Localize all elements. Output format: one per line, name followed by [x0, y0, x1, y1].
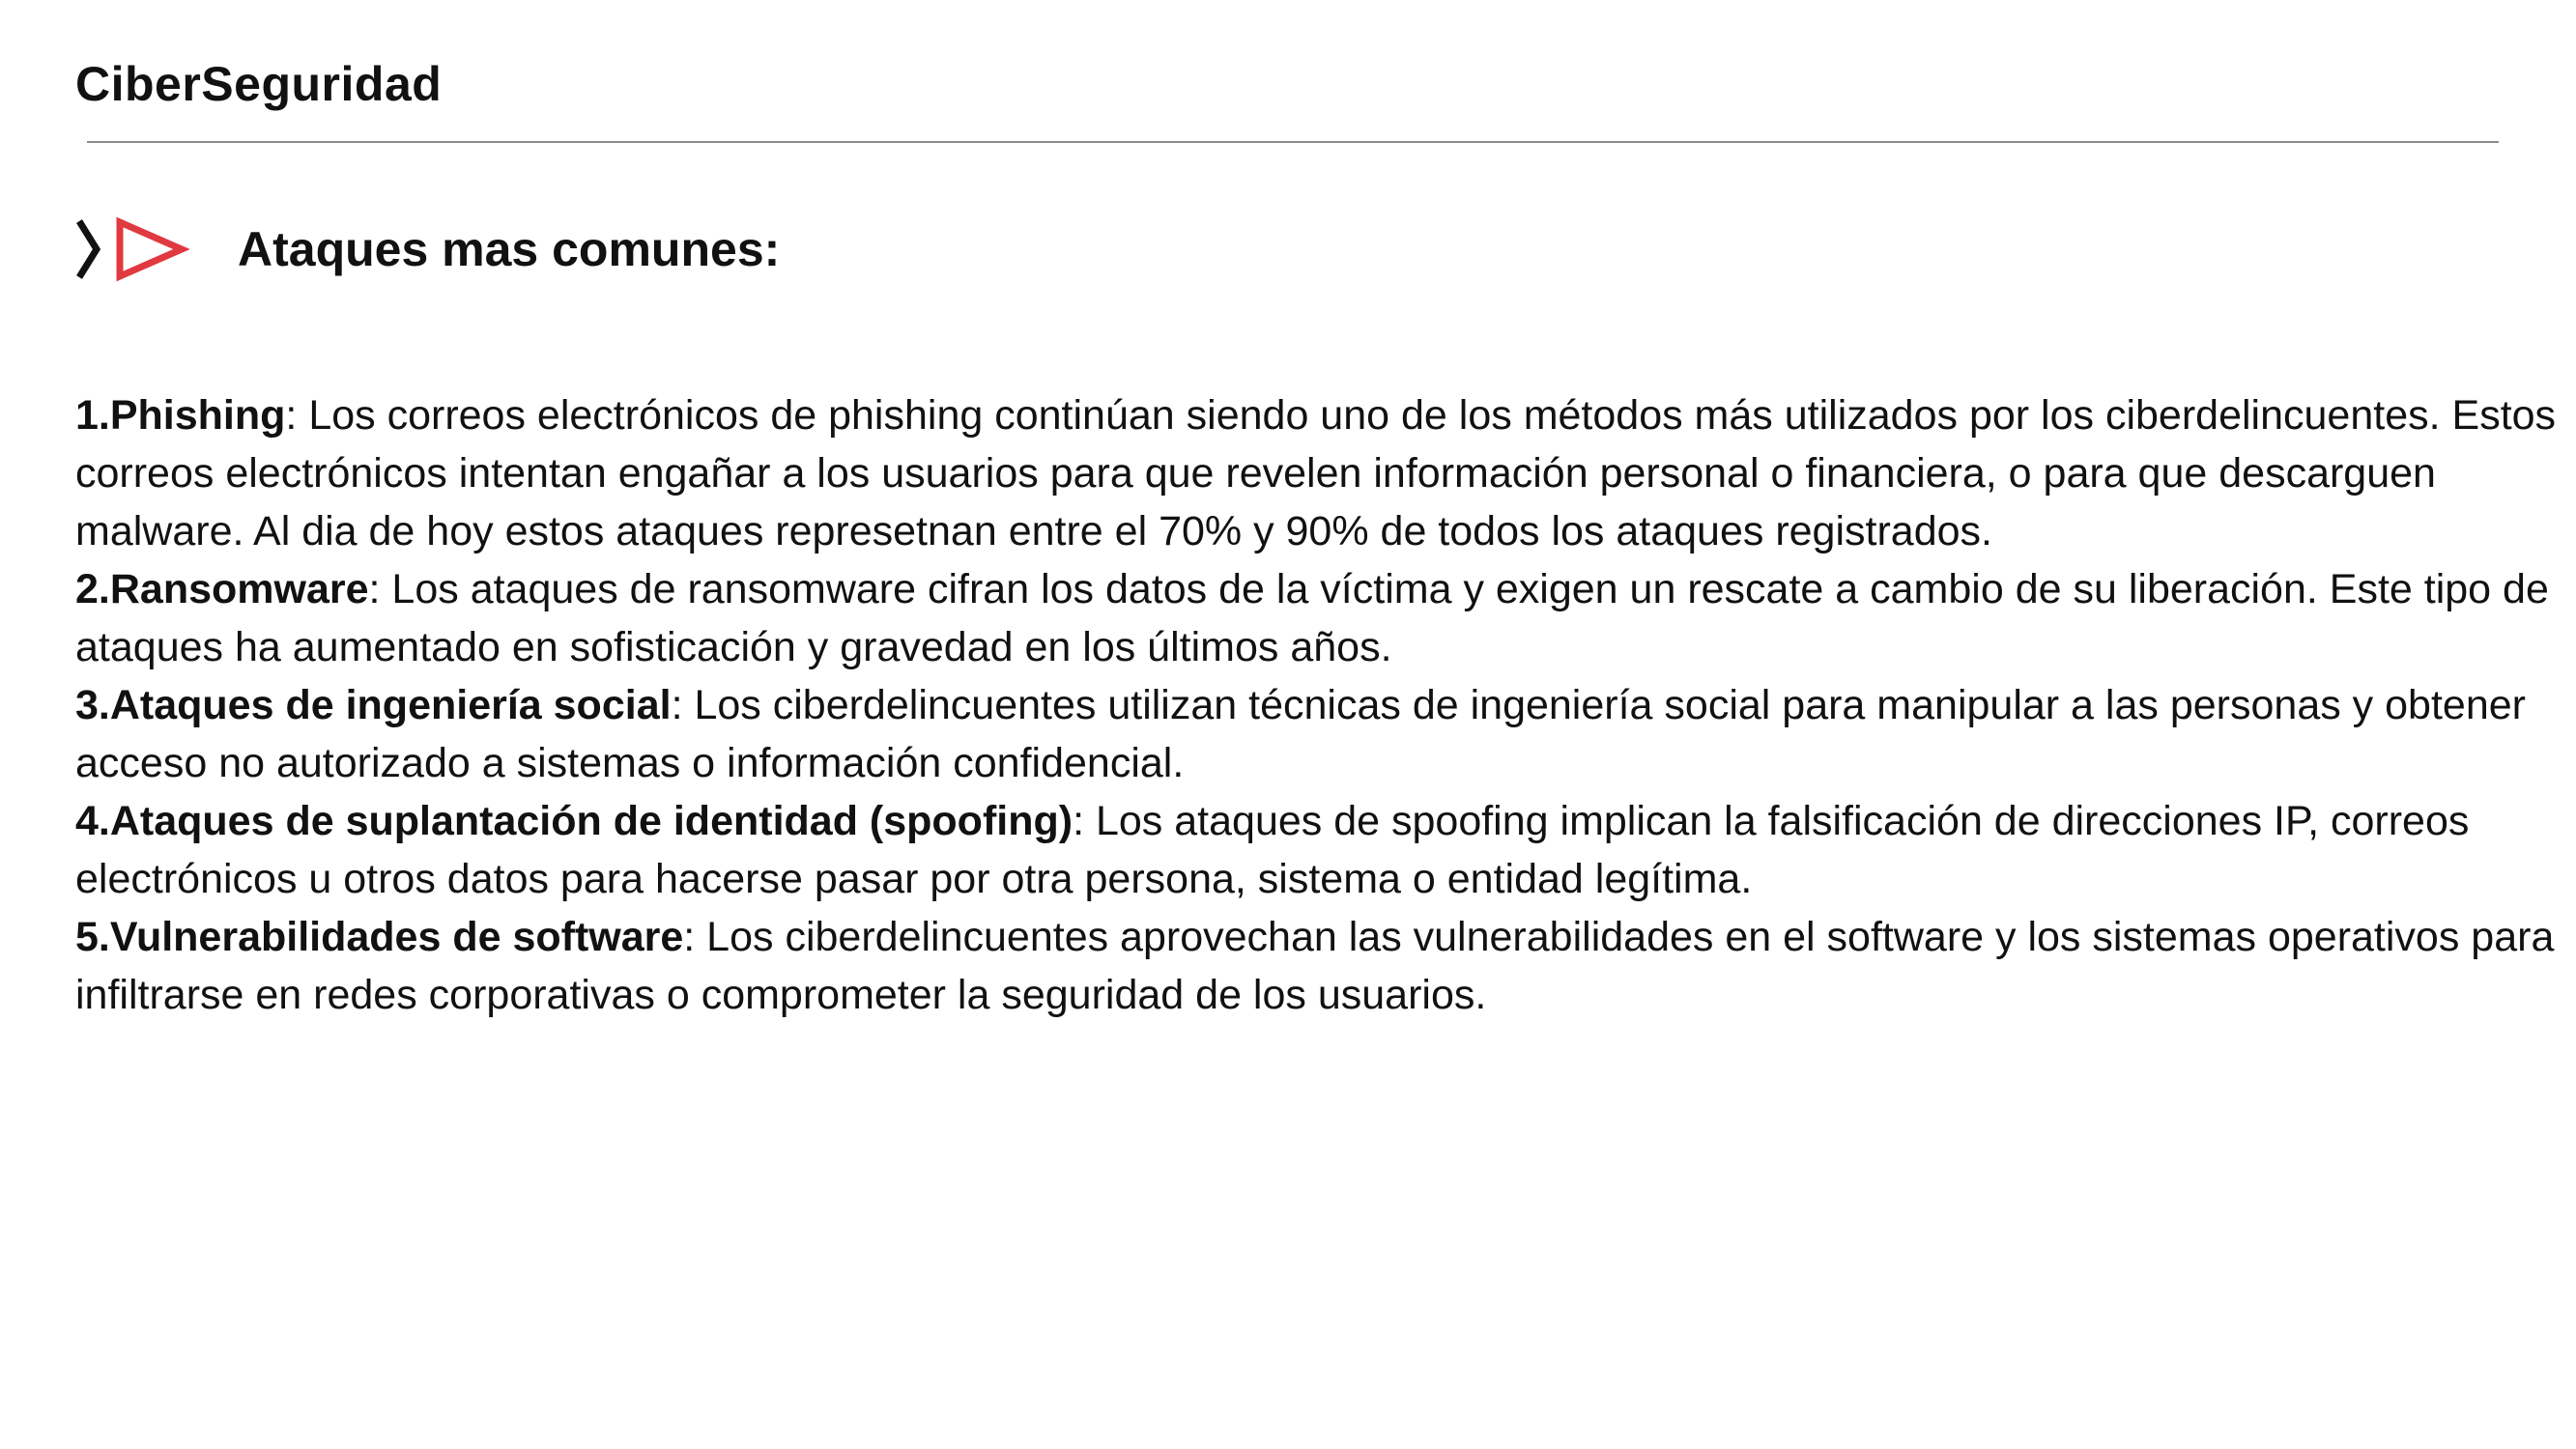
- attacks-list: [75, 386, 2568, 1024]
- list-item-ransomware: [75, 560, 2568, 676]
- item-title: 3.Ataques de ingeniería social: [75, 682, 672, 728]
- item-text: : Los ataques de spoofing implican la falsificación de direcciones IP, correos electrónicos u otros datos para hacerse pasar por otra persona, sistema o entidad legítima.: [75, 798, 2470, 902]
- list-item-software-vulnerabilities: [75, 908, 2568, 1024]
- item-title: 1.Phishing: [75, 392, 286, 439]
- item-text: : Los ciberdelincuentes aprovechan las vulnerabilidades en el software y los sistemas operativos para infiltrarse en redes corporativas o comprometer la seguridad de los usuarios.: [75, 914, 2555, 1018]
- section-header: [72, 211, 780, 288]
- section-title: Ataques mas comunes:: [238, 222, 781, 276]
- play-outline-icon: [112, 215, 189, 283]
- list-item-phishing: [75, 386, 2568, 560]
- list-item-spoofing: [75, 792, 2568, 908]
- item-text: : Los ciberdelincuentes utilizan técnicas de ingeniería social para manipular a las personas y obtener acceso no autorizado a sistemas o información confidencial.: [75, 682, 2526, 786]
- list-item-social-engineering: [75, 676, 2568, 792]
- item-title: 5.Vulnerabilidades de software: [75, 914, 684, 960]
- title-divider: [87, 141, 2499, 143]
- chevron-right-icon: [72, 215, 104, 283]
- item-title: 2.Ransomware: [75, 566, 369, 612]
- item-text: : Los correos electrónicos de phishing continúan siendo uno de los métodos más utilizados por los ciberdelincuentes. Estos correos electrónicos intentan engañar a los usuarios para que revelen información personal o financiera, o para que descarguen malware. Al dia de hoy estos ataques represetnan entre el 70% y 90% de todos los ataques registrados.: [75, 392, 2557, 554]
- item-text: : Los ataques de ransomware cifran los datos de la víctima y exigen un rescate a cambio de su liberación. Este tipo de ataques ha aumentado en sofisticación y gravedad en los últimos años.: [75, 566, 2549, 670]
- page-title: CiberSeguridad: [75, 57, 443, 111]
- item-title: 4.Ataques de suplantación de identidad (spoofing): [75, 798, 1073, 844]
